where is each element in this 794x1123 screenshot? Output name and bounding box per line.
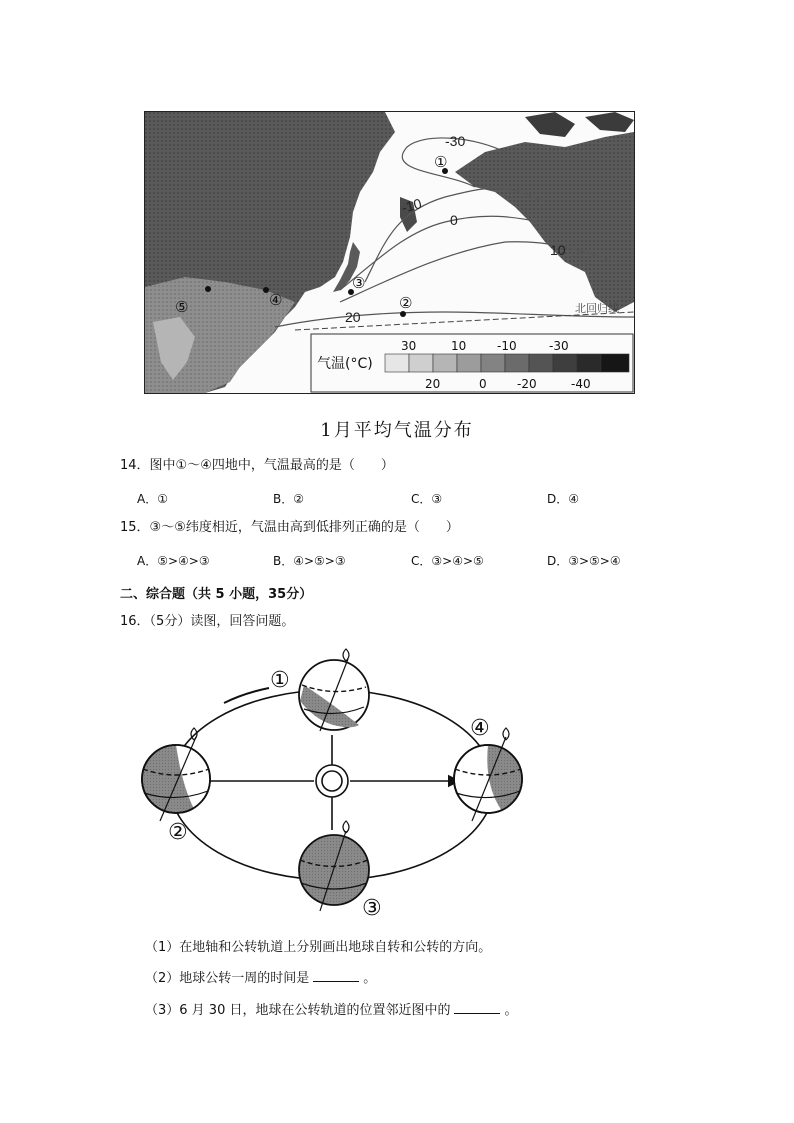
legend-bottom-minus40: -40 <box>571 377 591 391</box>
orbit-diagram <box>134 645 534 920</box>
legend-top-10: 10 <box>451 339 467 353</box>
orbit-label-3: ③ <box>362 896 382 920</box>
legend-bottom-0: 0 <box>479 377 487 391</box>
isotherm-label-10: 10 <box>550 242 566 258</box>
tropic-label: 北回归线 <box>575 302 619 315</box>
point-label-5: ⑤ <box>175 298 189 316</box>
q15-option-a: A．⑤>④>③ <box>137 554 210 568</box>
isotherm-label-0: 0 <box>450 212 458 228</box>
sun-icon <box>316 765 348 797</box>
earth-position-2 <box>142 728 210 821</box>
orbit-svg <box>134 645 534 920</box>
legend-top-30: 30 <box>401 339 417 353</box>
orbit-label-4: ④ <box>470 716 490 741</box>
q15-option-c: C．③>④>⑤ <box>411 554 484 568</box>
q14-option-b: B．② <box>273 492 304 506</box>
q16-sub2 <box>145 967 376 986</box>
q14-stem: 14．图中①～④四地中，气温最高的是（ ） <box>120 458 394 473</box>
isotherm-label-minus10: -10 <box>399 195 424 216</box>
temperature-map <box>144 111 635 394</box>
legend-bottom-minus20: -20 <box>517 377 537 391</box>
section-2-title: 二、综合题（共 5 小题，35分） <box>120 587 313 602</box>
isotherm-label-20: 20 <box>345 309 361 325</box>
earth-position-1 <box>299 649 369 731</box>
isotherm-label-minus30: -30 <box>445 133 466 149</box>
q16-sub3 <box>145 999 518 1018</box>
earth-position-3 <box>299 821 369 911</box>
legend-title: 气温(°C) <box>317 356 373 372</box>
q16-sub2-text: （2）地球公转一周的时间是 <box>145 971 310 986</box>
map-legend <box>311 334 633 392</box>
point-label-1: ① <box>434 153 448 171</box>
point-label-2: ② <box>399 294 413 312</box>
map-caption: 1月平均气温分布 <box>320 420 474 441</box>
q16-sub2-end: 。 <box>363 971 377 986</box>
q16-sub1: （1）在地轴和公转轨道上分别画出地球自转和公转的方向。 <box>145 940 492 955</box>
q16-stem: 16．（5分）读图，回答问题。 <box>120 614 295 629</box>
q14-option-c: C．③ <box>411 492 443 506</box>
legend-top-minus30: -30 <box>549 339 569 353</box>
q15-option-b: B．④>⑤>③ <box>273 554 346 568</box>
earth-position-4 <box>454 728 522 821</box>
q14-option-d: D．④ <box>547 492 579 506</box>
q16-sub3-text: （3）6 月 30 日，地球在公转轨道的位置邻近图中的 <box>145 1003 451 1018</box>
orbit-label-1: ① <box>270 668 290 693</box>
point-label-3: ③ <box>352 274 366 292</box>
point-label-4: ④ <box>269 291 283 309</box>
q15-option-d: D．③>⑤>④ <box>547 554 621 568</box>
map-svg <box>145 112 634 393</box>
orbit-label-2: ② <box>168 820 188 845</box>
legend-top-minus10: -10 <box>497 339 517 353</box>
orbit-arc-mark <box>224 688 269 703</box>
q16-sub3-blank[interactable] <box>454 1001 500 1014</box>
point-1 <box>434 153 448 174</box>
q15-stem: 15．③～⑤纬度相近，气温由高到低排列正确的是（ ） <box>120 520 459 535</box>
q14-option-a: A．① <box>137 492 168 506</box>
legend-bottom-20: 20 <box>425 377 441 391</box>
q16-sub2-blank[interactable] <box>313 969 359 982</box>
q16-sub3-end: 。 <box>504 1003 518 1018</box>
